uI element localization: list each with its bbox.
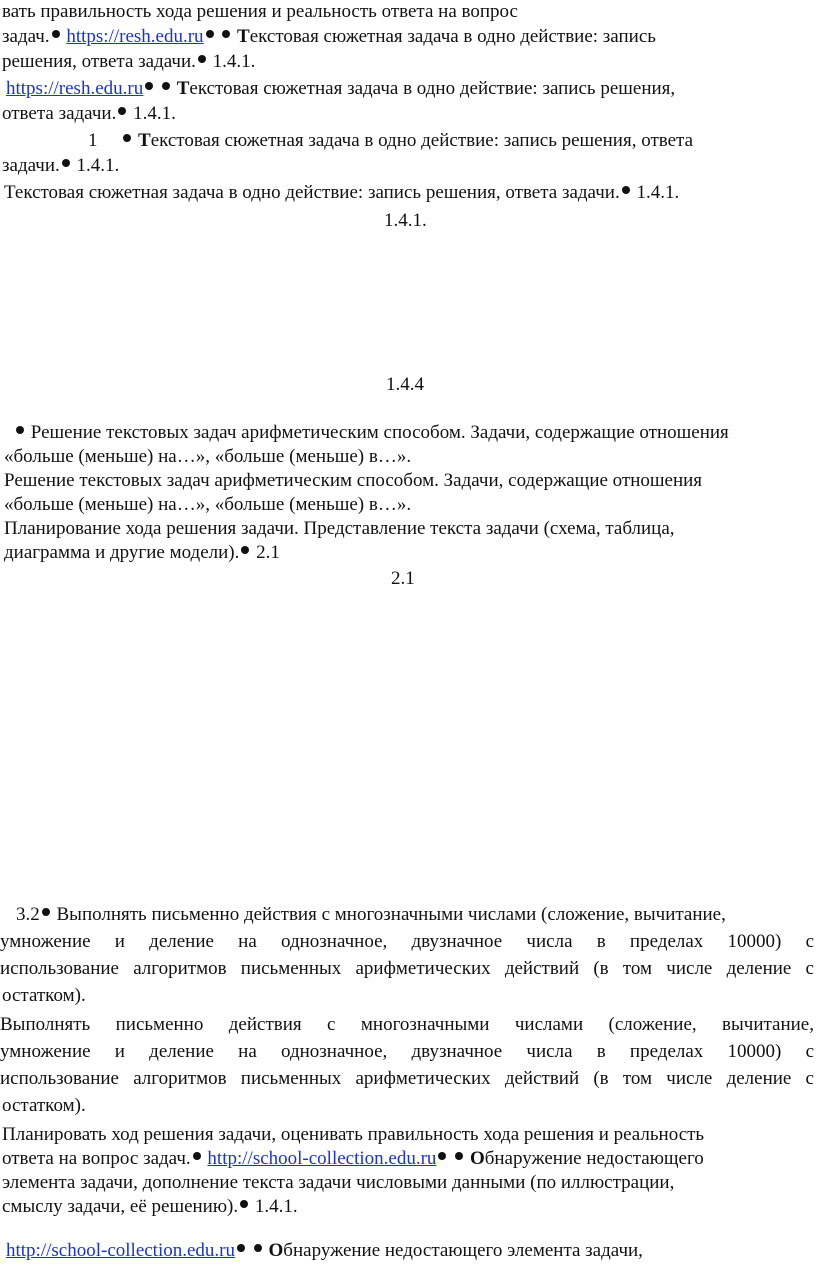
text-line: 1 Текстовая сюжетная задача в одно действие: запись решения, ответа [88, 130, 694, 151]
bullet-icon [193, 1152, 201, 1160]
bullet-icon [438, 1152, 446, 1160]
text-line: умножение и деление на однозначное, двузначное числа в пределах 10000) с [0, 1041, 814, 1062]
text-line: https://resh.edu.ru Текстовая сюжетная задача в одно действие: запись решения, [6, 78, 676, 99]
school-collection-link[interactable]: http://school-collection.edu.ru [207, 1148, 437, 1169]
text-line: вать правильность хода решения и реальность ответа на вопрос [2, 1, 518, 22]
code-label: 1.4.4 [386, 374, 424, 395]
resh-link[interactable]: https://resh.edu.ru [6, 78, 144, 99]
text-line: Планировать ход решения задачи, оценивать правильность хода решения и реальность [2, 1124, 705, 1145]
bullet-icon [123, 134, 131, 142]
text-line: остатком). [2, 985, 86, 1006]
text-line: 3.2 Выполнять письменно действия с многозначными числами (сложение, вычитание, [16, 904, 726, 925]
text-line: использование алгоритмов письменных арифметических действий (в том числе деление с [0, 1068, 814, 1089]
bullet-icon [240, 1200, 248, 1208]
text-line: ответа на вопрос задач. http://school-collection.edu.ru Обнаружение недостающего [2, 1148, 704, 1169]
resh-link[interactable]: https://resh.edu.ru [66, 26, 204, 47]
code-label: 1.4.1. [384, 210, 427, 231]
bullet-icon [42, 908, 50, 916]
text-line: «больше (меньше) на…», «больше (меньше) в…». [4, 446, 412, 467]
bullet-icon [52, 30, 60, 38]
bullet-icon [237, 1244, 245, 1252]
bullet-icon [118, 107, 126, 115]
bullet-icon [455, 1152, 463, 1160]
school-collection-link[interactable]: http://school-collection.edu.ru [6, 1240, 236, 1261]
text-line: «больше (меньше) на…», «больше (меньше) в…». [4, 494, 412, 515]
bullet-icon [622, 186, 630, 194]
text-line: остатком). [2, 1095, 86, 1116]
code-label: 2.1 [391, 568, 415, 589]
text-line: Выполнять письменно действия с многозначными числами (сложение, вычитание, [0, 1014, 814, 1035]
text-line: Текстовая сюжетная задача в одно действие: запись решения, ответа задачи. 1.4.1. [4, 182, 680, 203]
bullet-icon [222, 30, 230, 38]
bullet-icon [16, 426, 24, 434]
bullet-icon [241, 546, 249, 554]
text-line: задач. https://resh.edu.ru Текстовая сюжетная задача в одно действие: запись [2, 26, 656, 47]
text-line: Планирование хода решения задачи. Представление текста задачи (схема, таблица, [4, 518, 675, 539]
text-line: http://school-collection.edu.ru Обнаружение недостающего элемента задачи, [6, 1240, 643, 1261]
bullet-icon [162, 82, 170, 90]
text-line: диаграмма и другие модели). 2.1 [4, 542, 280, 563]
text-line: умножение и деление на однозначное, двузначное числа в пределах 10000) с [0, 931, 814, 952]
text-line: Решение текстовых задач арифметическим способом. Задачи, содержащие отношения [14, 421, 729, 445]
bullet-icon [198, 55, 206, 63]
bullet-icon [206, 30, 214, 38]
text-line: смыслу задачи, её решению). 1.4.1. [2, 1196, 298, 1217]
text-line: ответа задачи. 1.4.1. [2, 103, 176, 124]
text-line: Решение текстовых задач арифметическим способом. Задачи, содержащие отношения [4, 470, 703, 491]
text-line: задачи. 1.4.1. [2, 155, 120, 176]
bullet-icon [145, 82, 153, 90]
text-line: использование алгоритмов письменных арифметических действий (в том числе деление с [0, 958, 814, 979]
text-line: решения, ответа задачи. 1.4.1. [2, 51, 256, 72]
bullet-icon [62, 159, 70, 167]
text-line: элемента задачи, дополнение текста задачи числовыми данными (по иллюстрации, [2, 1172, 675, 1193]
bullet-icon [254, 1244, 262, 1252]
